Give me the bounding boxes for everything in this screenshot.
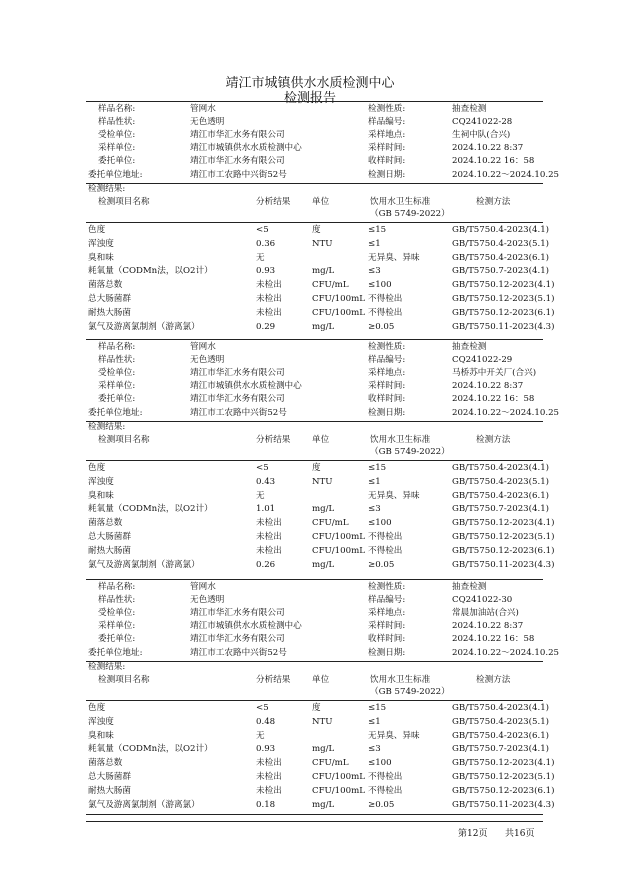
label-entrust-addr: 委托单位地址: xyxy=(88,647,143,658)
cell-method: GB/T5750.12-2023(5.1) xyxy=(452,294,555,304)
cell-method: GB/T5750.12-2023(6.1) xyxy=(452,785,555,796)
value-site: 生祠中队(合兴) xyxy=(452,130,511,141)
col-header-std: 饮用水卫生标准 xyxy=(370,435,431,445)
cell-item: 臭和味 xyxy=(88,730,114,741)
col-header-method: 检测方法 xyxy=(476,675,511,685)
value-sample-no: CQ241022-28 xyxy=(452,117,513,128)
cell-item: 浑浊度 xyxy=(88,716,114,727)
label-entrust: 委托单位: xyxy=(98,634,136,645)
cell-item: 浑浊度 xyxy=(88,238,114,249)
value-test-nature: 抽查检测 xyxy=(452,582,487,592)
value-sample-name: 管网水 xyxy=(190,582,216,592)
cell-method: GB/T5750.7-2023(4.1) xyxy=(452,266,550,277)
results-label: 检测结果: xyxy=(88,422,126,432)
value-sampler: 靖江市城镇供水水质检测中心 xyxy=(190,381,302,392)
value-test-nature: 抽查检测 xyxy=(452,342,487,352)
label-sample-time: 采样时间: xyxy=(368,621,406,632)
cell-item: 菌落总数 xyxy=(88,758,123,769)
value-site: 常晨加油站(合兴) xyxy=(452,608,519,619)
cell-std: ≤1 xyxy=(368,476,381,487)
cell-std: ≤15 xyxy=(368,703,387,713)
label-sample-time: 采样时间: xyxy=(368,143,406,154)
cell-method: GB/T5750.12-2023(6.1) xyxy=(452,545,555,556)
cell-method: GB/T5750.4-2023(5.1) xyxy=(452,476,550,487)
col-header-unit: 单位 xyxy=(312,675,330,685)
col-header-result: 分析结果 xyxy=(256,675,291,685)
footer-rule xyxy=(86,821,543,822)
cell-method: GB/T5750.4-2023(4.1) xyxy=(452,463,550,473)
value-sample-status: 无色透明 xyxy=(190,117,225,128)
cell-result: 0.36 xyxy=(256,238,276,249)
cell-std: 不得检出 xyxy=(368,532,403,542)
cell-item: 臭和味 xyxy=(88,490,114,501)
label-entrust: 委托单位: xyxy=(98,156,136,167)
cell-result: <5 xyxy=(256,225,269,235)
col-header-result: 分析结果 xyxy=(256,435,291,445)
label-receive-time: 收样时间: xyxy=(368,634,406,645)
value-entrust-addr: 靖江市工农路中兴街52号 xyxy=(190,647,287,658)
cell-item: 氯气及游离氯制剂（游离氯） xyxy=(88,559,200,570)
cell-result: 未检出 xyxy=(256,545,282,556)
cell-result: 1.01 xyxy=(256,504,276,515)
cell-result: 未检出 xyxy=(256,532,282,542)
cell-result: 未检出 xyxy=(256,785,282,796)
cell-result: 未检出 xyxy=(256,280,282,291)
label-test-date: 检测日期: xyxy=(368,647,406,658)
col-header-std-ref: （GB 5749-2022） xyxy=(370,447,450,457)
label-client: 受检单位: xyxy=(98,130,136,141)
col-header-std: 饮用水卫生标准 xyxy=(370,197,431,207)
cell-method: GB/T5750.4-2023(5.1) xyxy=(452,238,550,249)
cell-item: 色度 xyxy=(88,225,106,235)
label-entrust: 委托单位: xyxy=(98,394,136,405)
page-number: 第12页 xyxy=(458,829,488,839)
value-entrust: 靖江市华汇水务有限公司 xyxy=(190,394,285,405)
value-sample-no: CQ241022-30 xyxy=(452,595,513,606)
label-sample-name: 样品名称: xyxy=(98,582,136,592)
cell-result: 0.29 xyxy=(256,321,276,332)
cell-result: 0.26 xyxy=(256,559,276,570)
value-test-date: 2024.10.22～2024.10.25 xyxy=(452,647,560,658)
cell-item: 耐热大肠菌 xyxy=(88,307,131,318)
value-entrust: 靖江市华汇水务有限公司 xyxy=(190,634,285,645)
value-sample-no: CQ241022-29 xyxy=(452,355,513,366)
value-sample-time: 2024.10.22 8:37 xyxy=(452,621,524,632)
label-client: 受检单位: xyxy=(98,368,136,379)
cell-unit: CFU/100mL xyxy=(312,772,365,782)
col-header-unit: 单位 xyxy=(312,197,330,207)
cell-result: 未检出 xyxy=(256,518,282,529)
value-sampler: 靖江市城镇供水水质检测中心 xyxy=(190,621,302,632)
cell-unit: mg/L xyxy=(312,744,335,755)
cell-method: GB/T5750.12-2023(4.1) xyxy=(452,518,555,529)
cell-item: 色度 xyxy=(88,463,106,473)
cell-std: ≤1 xyxy=(368,238,381,249)
col-header-std-ref: （GB 5749-2022） xyxy=(370,687,450,697)
value-client: 靖江市华汇水务有限公司 xyxy=(190,130,285,141)
label-sample-name: 样品名称: xyxy=(98,104,136,114)
cell-method: GB/T5750.12-2023(4.1) xyxy=(452,280,555,291)
results-label: 检测结果: xyxy=(88,184,126,194)
value-entrust-addr: 靖江市工农路中兴街52号 xyxy=(190,169,287,180)
value-sampler: 靖江市城镇供水水质检测中心 xyxy=(190,143,302,154)
cell-result: 0.18 xyxy=(256,799,276,810)
value-sample-status: 无色透明 xyxy=(190,355,225,366)
cell-method: GB/T5750.11-2023(4.3) xyxy=(452,559,555,570)
cell-method: GB/T5750.4-2023(5.1) xyxy=(452,716,550,727)
cell-result: 0.93 xyxy=(256,744,276,755)
cell-unit: CFU/100mL xyxy=(312,307,365,318)
cell-item: 菌落总数 xyxy=(88,280,123,291)
value-client: 靖江市华汇水务有限公司 xyxy=(190,608,285,619)
cell-method: GB/T5750.4-2023(6.1) xyxy=(452,490,550,501)
cell-unit: CFU/mL xyxy=(312,518,349,529)
cell-method: GB/T5750.7-2023(4.1) xyxy=(452,744,550,755)
cell-result: 无 xyxy=(256,730,265,741)
cell-unit: 度 xyxy=(312,225,321,235)
value-sample-name: 管网水 xyxy=(190,104,216,114)
value-test-nature: 抽查检测 xyxy=(452,104,487,114)
cell-method: GB/T5750.4-2023(4.1) xyxy=(452,225,550,235)
label-test-nature: 检测性质: xyxy=(368,104,406,114)
col-header-item: 检测项目名称 xyxy=(98,675,150,685)
cell-item: 耗氧量（CODMn法，以O2计） xyxy=(88,504,213,515)
cell-result: 未检出 xyxy=(256,772,282,782)
meta-bottom-rule xyxy=(86,183,543,184)
cell-result: <5 xyxy=(256,463,269,473)
cell-std: ≥0.05 xyxy=(368,321,395,332)
label-receive-time: 收样时间: xyxy=(368,394,406,405)
cell-unit: mg/L xyxy=(312,504,335,515)
label-test-nature: 检测性质: xyxy=(368,342,406,352)
cell-unit: NTU xyxy=(312,238,333,249)
cell-std: ≤3 xyxy=(368,744,381,755)
header-bottom-rule xyxy=(86,222,543,223)
cell-item: 耗氧量（CODMn法，以O2计） xyxy=(88,266,213,277)
label-site: 采样地点: xyxy=(368,608,406,619)
cell-std: 不得检出 xyxy=(368,307,403,318)
label-test-nature: 检测性质: xyxy=(368,582,406,592)
value-receive-time: 2024.10.22 16：58 xyxy=(452,156,535,167)
cell-result: 无 xyxy=(256,252,265,263)
cell-unit: mg/L xyxy=(312,321,335,332)
label-entrust-addr: 委托单位地址: xyxy=(88,169,143,180)
header-bottom-rule xyxy=(86,700,543,701)
cell-item: 总大肠菌群 xyxy=(88,772,131,782)
cell-std: ≥0.05 xyxy=(368,799,395,810)
value-test-date: 2024.10.22～2024.10.25 xyxy=(452,169,560,180)
cell-unit: CFU/100mL xyxy=(312,294,365,304)
cell-unit: NTU xyxy=(312,476,333,487)
cell-method: GB/T5750.4-2023(4.1) xyxy=(452,703,550,713)
cell-unit: CFU/100mL xyxy=(312,532,365,542)
page-total: 共16页 xyxy=(505,829,535,839)
value-entrust-addr: 靖江市工农路中兴街52号 xyxy=(190,407,287,418)
cell-item: 耐热大肠菌 xyxy=(88,785,131,796)
cell-std: ≤100 xyxy=(368,280,392,291)
table-bottom-rule xyxy=(86,814,543,815)
label-sample-status: 样品性状: xyxy=(98,355,136,366)
cell-unit: mg/L xyxy=(312,799,335,810)
cell-item: 耗氧量（CODMn法，以O2计） xyxy=(88,744,213,755)
cell-unit: 度 xyxy=(312,463,321,473)
section-top-rule xyxy=(86,339,543,340)
cell-std: ≤3 xyxy=(368,504,381,515)
value-receive-time: 2024.10.22 16：58 xyxy=(452,394,535,405)
label-sample-time: 采样时间: xyxy=(368,381,406,392)
cell-std: 无异臭、异味 xyxy=(368,730,420,741)
cell-result: <5 xyxy=(256,703,269,713)
label-sampler: 采样单位: xyxy=(98,381,136,392)
cell-unit: 度 xyxy=(312,703,321,713)
cell-item: 浑浊度 xyxy=(88,476,114,487)
cell-std: ≤100 xyxy=(368,758,392,769)
cell-unit: mg/L xyxy=(312,559,335,570)
cell-std: ≤15 xyxy=(368,463,387,473)
cell-item: 总大肠菌群 xyxy=(88,294,131,304)
col-header-item: 检测项目名称 xyxy=(98,197,150,207)
section-top-rule xyxy=(86,579,543,580)
cell-unit: CFU/mL xyxy=(312,758,349,769)
cell-std: ≤3 xyxy=(368,266,381,277)
cell-result: 未检出 xyxy=(256,758,282,769)
cell-std: ≤100 xyxy=(368,518,392,529)
label-test-date: 检测日期: xyxy=(368,407,406,418)
cell-unit: NTU xyxy=(312,716,333,727)
cell-std: 无异臭、异味 xyxy=(368,252,420,263)
label-client: 受检单位: xyxy=(98,608,136,619)
org-name: 靖江市城镇供水水质检测中心 xyxy=(225,76,395,91)
cell-result: 无 xyxy=(256,490,265,501)
value-receive-time: 2024.10.22 16：58 xyxy=(452,634,535,645)
col-header-method: 检测方法 xyxy=(476,197,511,207)
cell-item: 菌落总数 xyxy=(88,518,123,529)
cell-unit: mg/L xyxy=(312,266,335,277)
col-header-item: 检测项目名称 xyxy=(98,435,150,445)
cell-std: ≤15 xyxy=(368,225,387,235)
label-sampler: 采样单位: xyxy=(98,621,136,632)
value-entrust: 靖江市华汇水务有限公司 xyxy=(190,156,285,167)
cell-std: 不得检出 xyxy=(368,294,403,304)
value-client: 靖江市华汇水务有限公司 xyxy=(190,368,285,379)
cell-item: 氯气及游离氯制剂（游离氯） xyxy=(88,799,200,810)
cell-result: 未检出 xyxy=(256,294,282,304)
label-site: 采样地点: xyxy=(368,368,406,379)
value-site: 马桥苏中开关厂(合兴) xyxy=(452,368,537,379)
col-header-method: 检测方法 xyxy=(476,435,511,445)
cell-std: ≥0.05 xyxy=(368,559,395,570)
cell-item: 耐热大肠菌 xyxy=(88,545,131,556)
cell-std: 不得检出 xyxy=(368,545,403,556)
cell-method: GB/T5750.7-2023(4.1) xyxy=(452,504,550,515)
label-sample-status: 样品性状: xyxy=(98,117,136,128)
label-receive-time: 收样时间: xyxy=(368,156,406,167)
cell-item: 色度 xyxy=(88,703,106,713)
label-sampler: 采样单位: xyxy=(98,143,136,154)
cell-method: GB/T5750.11-2023(4.3) xyxy=(452,321,555,332)
cell-method: GB/T5750.4-2023(6.1) xyxy=(452,730,550,741)
cell-std: 无异臭、异味 xyxy=(368,490,420,501)
label-sample-no: 样品编号: xyxy=(368,117,406,128)
label-sample-name: 样品名称: xyxy=(98,342,136,352)
meta-bottom-rule xyxy=(86,661,543,662)
cell-std: ≤1 xyxy=(368,716,381,727)
cell-item: 总大肠菌群 xyxy=(88,532,131,542)
col-header-std-ref: （GB 5749-2022） xyxy=(370,209,450,219)
label-test-date: 检测日期: xyxy=(368,169,406,180)
cell-unit: CFU/100mL xyxy=(312,785,365,796)
label-sample-status: 样品性状: xyxy=(98,595,136,606)
value-sample-status: 无色透明 xyxy=(190,595,225,606)
label-sample-no: 样品编号: xyxy=(368,595,406,606)
meta-bottom-rule xyxy=(86,421,543,422)
cell-result: 0.93 xyxy=(256,266,276,277)
report-title: 检测报告 xyxy=(283,91,336,106)
section-top-rule xyxy=(86,101,543,102)
label-site: 采样地点: xyxy=(368,130,406,141)
value-sample-name: 管网水 xyxy=(190,342,216,352)
cell-result: 未检出 xyxy=(256,307,282,318)
cell-item: 臭和味 xyxy=(88,252,114,263)
results-label: 检测结果: xyxy=(88,662,126,672)
label-sample-no: 样品编号: xyxy=(368,355,406,366)
value-sample-time: 2024.10.22 8:37 xyxy=(452,381,524,392)
cell-method: GB/T5750.12-2023(4.1) xyxy=(452,758,555,769)
cell-unit: CFU/100mL xyxy=(312,545,365,556)
cell-item: 氯气及游离氯制剂（游离氯） xyxy=(88,321,200,332)
cell-unit: CFU/mL xyxy=(312,280,349,291)
value-sample-time: 2024.10.22 8:37 xyxy=(452,143,524,154)
cell-std: 不得检出 xyxy=(368,785,403,796)
cell-method: GB/T5750.12-2023(6.1) xyxy=(452,307,555,318)
cell-result: 0.48 xyxy=(256,716,276,727)
col-header-std: 饮用水卫生标准 xyxy=(370,675,431,685)
cell-std: 不得检出 xyxy=(368,772,403,782)
col-header-result: 分析结果 xyxy=(256,197,291,207)
cell-method: GB/T5750.12-2023(5.1) xyxy=(452,532,555,542)
cell-method: GB/T5750.11-2023(4.3) xyxy=(452,799,555,810)
cell-method: GB/T5750.4-2023(6.1) xyxy=(452,252,550,263)
cell-method: GB/T5750.12-2023(5.1) xyxy=(452,772,555,782)
value-test-date: 2024.10.22～2024.10.25 xyxy=(452,407,560,418)
header-bottom-rule xyxy=(86,460,543,461)
cell-result: 0.43 xyxy=(256,476,276,487)
label-entrust-addr: 委托单位地址: xyxy=(88,407,143,418)
col-header-unit: 单位 xyxy=(312,435,330,445)
